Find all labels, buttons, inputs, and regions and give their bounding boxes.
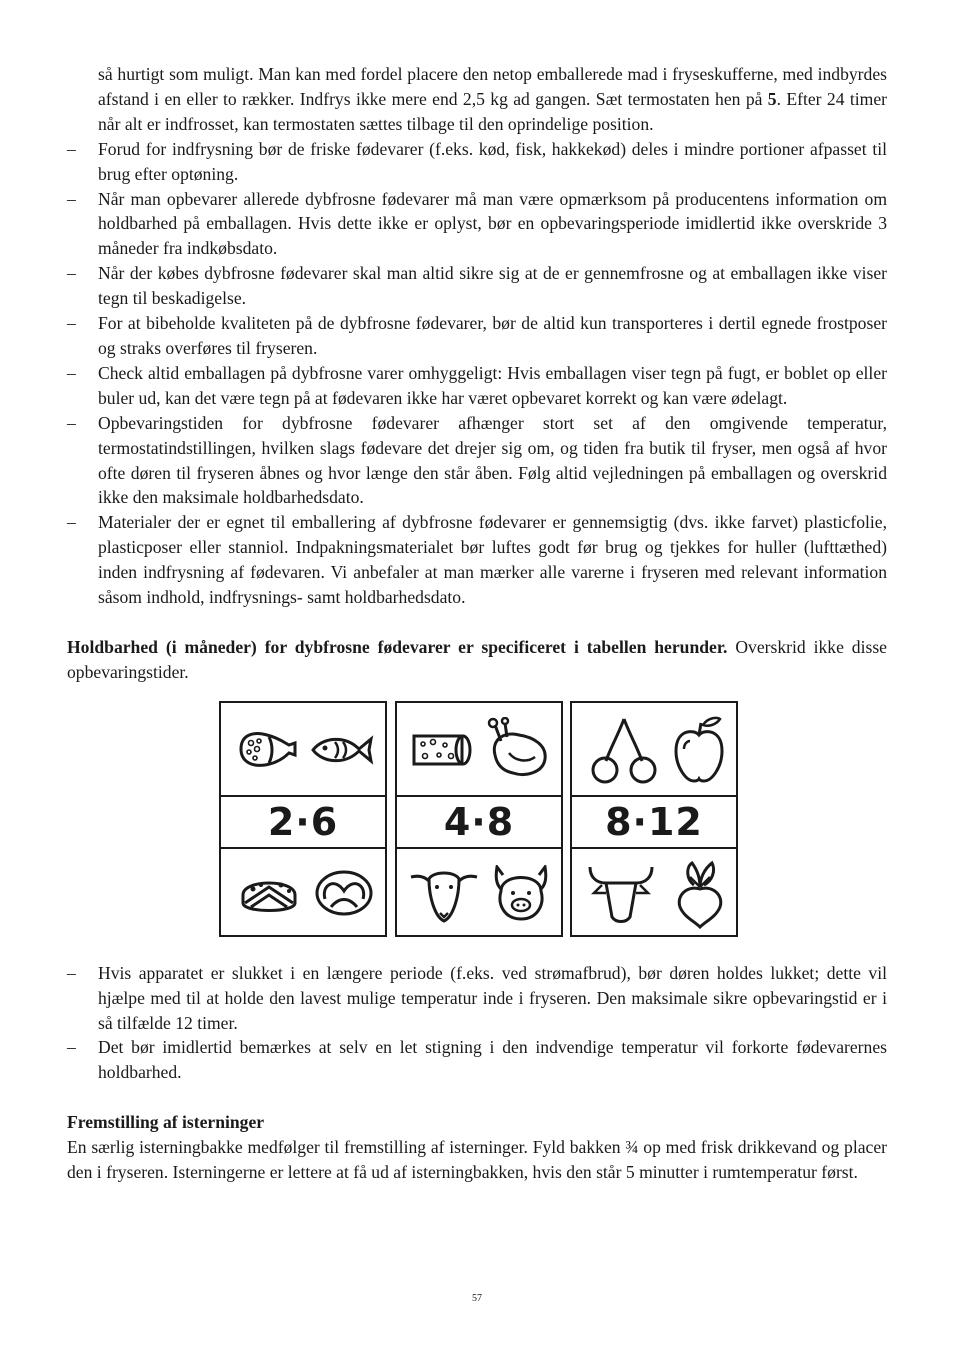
list-item: – Når der købes dybfrosne fødevarer skal man altid sikre sig at de er gennemfrosne og at emballagen ikke viser tegn til beskadigelse. (67, 263, 887, 309)
cheese-icon (237, 869, 301, 917)
list-item: – For at bibeholde kvaliteten på de dybfrosne fødevarer, bør de altid kun transporteres i dertil egnede frostposer og straks overføres til fryseren. (67, 313, 887, 358)
storage-column-1 (219, 701, 387, 937)
section-heading: Fremstilling af isterninger (67, 1112, 265, 1133)
beet-icon (672, 857, 728, 929)
apple-icon (672, 715, 726, 783)
chicken-icon (485, 717, 551, 779)
fish-icon (309, 733, 375, 767)
months-range: 8·12 (572, 797, 736, 849)
sheep-icon (407, 863, 481, 925)
storage-cell-top (221, 703, 385, 797)
storage-cell-top (397, 703, 561, 797)
storage-column-2 (395, 701, 563, 937)
list-item: – Hvis apparatet er slukket i en længere periode (f.eks. ved strømafbrud), bør døren holdes lukket; dette vil hjælpe med til at holde den lavest mulige temperatur inde i fryseren. Den maksimale sikre opbevaringstid er i så tilfælde 12 timer. (67, 962, 887, 1033)
storage-cell-bottom (572, 849, 736, 935)
freezing-tips-list (67, 137, 887, 610)
power-outage-list (67, 961, 887, 1086)
storage-cell-top (572, 703, 736, 797)
list-item: – Check altid emballagen på dybfrosne varer omhyggeligt: Hvis emballagen viser tegn på fugt, er boblet op eller buler ud, kan det være tegn på at fødevaren ikke har været opbevaret korrekt og kan være ødelagt. (67, 362, 887, 408)
list-item: – Det bør imidlertid bemærkes at selv en let stigning i den indvendige temperatur vil forkorte fødevarernes holdbarhed. (67, 1037, 887, 1083)
storage-heading: Holdbarhed (i måneder) for dybfrosne fødevarer er specificeret i tabellen herunder. Overskrid ikke disse opbevaringstider. (67, 636, 887, 682)
storage-cell-bottom (221, 849, 385, 935)
months-range: 4·8 (397, 797, 561, 849)
pig-icon (491, 865, 551, 923)
ice-cube-instructions: En særlig isterningbakke medfølger til fremstilling af isterninger. Fyld bakken ¾ op med frisk drikkevand og placer den i fryseren. Isterningerne er lettere at få ud af isterningbakken, hvis den står 5 minutter i rumtemperatur først. (67, 1137, 887, 1183)
list-item: – Forud for indfrysning bør de friske fødevarer (f.eks. kød, fisk, hakkekød) deles i mindre portioner afpasset til brug efter optøning. (67, 138, 887, 184)
setting-value: 5 (767, 88, 777, 109)
list-item: – Opbevaringstiden for dybfrosne fødevarer afhænger stort set af den omgivende temperatur, termostatindstillingen, hvilken slags fødevare det drejer sig om, og tiden fra butik til fryser, men også af hvor ofte døren til fryseren åbnes og hvor længe den står åben. Følg altid vejledningen på emballagen og overskrid ikke den maksimale holdbarhedsdato. (67, 412, 887, 508)
sausage-icon (233, 727, 297, 771)
salami-icon (411, 733, 473, 767)
cow-icon (584, 863, 658, 925)
pretzel-icon (313, 867, 375, 917)
cherries-icon (588, 715, 660, 785)
storage-cell-bottom (397, 849, 561, 935)
months-range: 2·6 (221, 797, 385, 849)
list-item: – Når man opbevarer allerede dybfrosne fødevarer må man være opmærksom på producentens information om holdbarhed på emballagen. Hvis dette ikke er oplyst, bør en opbevaringsperiode imidlertid ikke overskride 3 måneder fra indkøbsdato. (67, 188, 887, 259)
list-item: – Materialer der er egnet til emballering af dybfrosne fødevarer er gennemsigtig (dvs. ikke farvet) plasticfolie, plasticposer eller stanniol. Indpakningsmaterialet bør luftes godt før brug og tjekkes for huller (lufttæthed) inden indfrysning af fødevaren. Vi anbefaler at man mærker alle varerne i fryseren med relevant information såsom indhold, indfrysnings- samt holdbarhedsdato. (67, 512, 887, 608)
page-number: 57 (472, 1293, 482, 1304)
storage-time-table (219, 701, 742, 941)
document-body (67, 62, 887, 1185)
storage-column-3 (570, 701, 738, 937)
intro-continuation: så hurtigt som muligt. Man kan med fordel placere den netop emballerede mad i fryseskufferne, med indbyrdes afstand i en eller to rækker. Indfrys ikke mere end 2,5 kg ad gangen. Sæt termostaten hen på 5. Efter 24 timer når alt er indfrosset, kan termostaten sættes tilbage til den oprindelige position. (98, 64, 887, 134)
